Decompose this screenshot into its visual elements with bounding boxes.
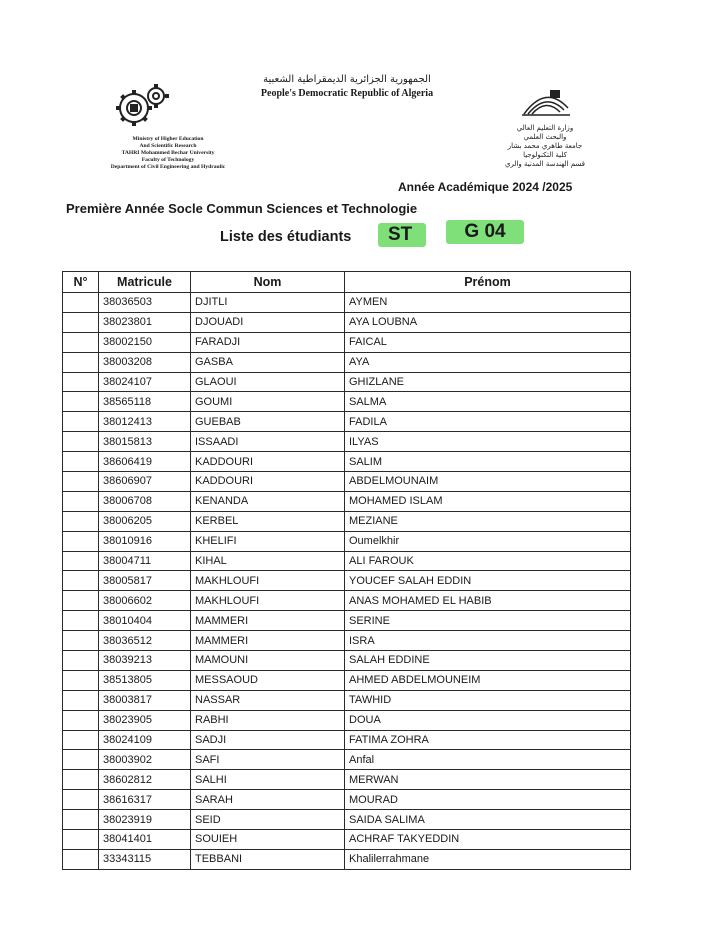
table-row <box>63 432 631 452</box>
cell-nom: MAKHLOUFI <box>191 571 345 591</box>
cell-nom: SEID <box>191 810 345 830</box>
ministry-line: Ministry of Higher Education <box>132 136 204 142</box>
cell-number <box>63 472 99 492</box>
cell-number <box>63 849 99 869</box>
cell-number <box>63 750 99 770</box>
cell-nom: KENANDA <box>191 491 345 511</box>
cell-number <box>63 651 99 671</box>
cell-nom: GASBA <box>191 352 345 372</box>
cell-matricule: 38041401 <box>99 830 191 850</box>
cell-matricule: 38012413 <box>99 412 191 432</box>
cell-nom: FARADJI <box>191 332 345 352</box>
cell-matricule: 38039213 <box>99 651 191 671</box>
cell-prenom: ANAS MOHAMED EL HABIB <box>345 591 631 611</box>
cell-number <box>63 670 99 690</box>
cell-matricule: 38015813 <box>99 432 191 452</box>
cell-matricule: 38036503 <box>99 293 191 313</box>
table-row <box>63 810 631 830</box>
cell-matricule: 38606419 <box>99 452 191 472</box>
arabic-ministry-block <box>480 124 610 169</box>
cell-matricule: 38002150 <box>99 332 191 352</box>
arabic-line: كلية التكنولوجيا <box>523 151 567 159</box>
table-row <box>63 651 631 671</box>
cell-nom: SAFI <box>191 750 345 770</box>
cell-matricule: 38003208 <box>99 352 191 372</box>
table-row <box>63 551 631 571</box>
english-republic-title: People's Democratic Republic of Algeria <box>260 88 434 99</box>
cell-matricule: 38005817 <box>99 571 191 591</box>
cell-prenom: SALIM <box>345 452 631 472</box>
cell-number <box>63 571 99 591</box>
cell-matricule: 38036512 <box>99 631 191 651</box>
table-row <box>63 332 631 352</box>
cell-prenom: AYMEN <box>345 293 631 313</box>
cell-prenom: GHIZLANE <box>345 372 631 392</box>
cell-number <box>63 730 99 750</box>
cell-prenom: ABDELMOUNAIM <box>345 472 631 492</box>
cell-matricule: 38006205 <box>99 511 191 531</box>
cell-number <box>63 591 99 611</box>
university-gear-logo <box>110 78 172 140</box>
academic-year: Année Académique 2024 /2025 <box>398 180 573 194</box>
cell-number <box>63 372 99 392</box>
cell-nom: SARAH <box>191 790 345 810</box>
cell-prenom: MOHAMED ISLAM <box>345 491 631 511</box>
table-row <box>63 790 631 810</box>
table-row <box>63 392 631 412</box>
table-header-row <box>63 272 631 293</box>
ministry-line: Department of Civil Engineering and Hydraulic <box>110 164 226 170</box>
group-badge: G 04 <box>446 220 524 244</box>
faculty-logo <box>520 84 572 120</box>
header-prenom: Prénom <box>345 272 631 293</box>
cell-matricule: 38023905 <box>99 710 191 730</box>
cell-number <box>63 332 99 352</box>
cell-number <box>63 432 99 452</box>
cell-prenom: ISRA <box>345 631 631 651</box>
table-row <box>63 312 631 332</box>
cell-number <box>63 491 99 511</box>
cell-number <box>63 293 99 313</box>
arabic-line: جامعة طاهري محمد بشار <box>507 142 583 150</box>
cell-nom: SALHI <box>191 770 345 790</box>
cell-prenom: Khalilerrahmane <box>345 849 631 869</box>
cell-matricule: 38010404 <box>99 611 191 631</box>
cell-prenom: MEZIANE <box>345 511 631 531</box>
table-row <box>63 770 631 790</box>
cell-nom: KIHAL <box>191 551 345 571</box>
table-row <box>63 849 631 869</box>
cell-prenom: SALAH EDDINE <box>345 651 631 671</box>
cell-prenom: MOURAD <box>345 790 631 810</box>
cell-nom: KADDOURI <box>191 472 345 492</box>
cell-nom: MESSAOUD <box>191 670 345 690</box>
arabic-line: والبحث العلمي <box>523 133 567 141</box>
cell-prenom: AYA <box>345 352 631 372</box>
table-row <box>63 511 631 531</box>
table-row <box>63 670 631 690</box>
table-row <box>63 830 631 850</box>
cell-nom: MAMMERI <box>191 631 345 651</box>
cell-number <box>63 790 99 810</box>
cell-prenom: FAICAL <box>345 332 631 352</box>
cell-matricule: 38565118 <box>99 392 191 412</box>
cell-nom: SOUIEH <box>191 830 345 850</box>
cell-number <box>63 710 99 730</box>
cell-matricule: 38023801 <box>99 312 191 332</box>
cell-nom: DJOUADI <box>191 312 345 332</box>
cell-matricule: 38606907 <box>99 472 191 492</box>
table-row <box>63 690 631 710</box>
table-row <box>63 750 631 770</box>
cell-matricule: 38010916 <box>99 531 191 551</box>
cell-matricule: 38024109 <box>99 730 191 750</box>
cell-number <box>63 511 99 531</box>
cell-prenom: TAWHID <box>345 690 631 710</box>
cell-prenom: ACHRAF TAKYEDDIN <box>345 830 631 850</box>
cell-nom: GLAOUI <box>191 372 345 392</box>
table-row <box>63 352 631 372</box>
header-number: N° <box>63 272 99 293</box>
section-badge: ST <box>378 223 426 247</box>
cell-prenom: Anfal <box>345 750 631 770</box>
cell-number <box>63 412 99 432</box>
arabic-line: وزارة التعليم العالي <box>516 124 574 132</box>
cell-nom: DJITLI <box>191 293 345 313</box>
cell-nom: NASSAR <box>191 690 345 710</box>
cell-prenom: ALI FAROUK <box>345 551 631 571</box>
cell-nom: TEBBANI <box>191 849 345 869</box>
cell-nom: GOUMI <box>191 392 345 412</box>
cell-prenom: Oumelkhir <box>345 531 631 551</box>
cell-number <box>63 830 99 850</box>
cell-matricule: 38004711 <box>99 551 191 571</box>
header-nom: Nom <box>191 272 345 293</box>
cell-number <box>63 312 99 332</box>
arabic-line: قسم الهندسة المدنية والري <box>504 160 586 168</box>
cell-matricule: 38006602 <box>99 591 191 611</box>
table-row <box>63 730 631 750</box>
cell-number <box>63 810 99 830</box>
cell-prenom: AYA LOUBNA <box>345 312 631 332</box>
cell-number <box>63 770 99 790</box>
cell-nom: SADJI <box>191 730 345 750</box>
cell-number <box>63 631 99 651</box>
cell-nom: KADDOURI <box>191 452 345 472</box>
list-title: Liste des étudiants <box>220 229 352 245</box>
cell-matricule: 38513805 <box>99 670 191 690</box>
cell-number <box>63 531 99 551</box>
table-row <box>63 412 631 432</box>
cell-prenom: SERINE <box>345 611 631 631</box>
cell-nom: RABHI <box>191 710 345 730</box>
header-matricule: Matricule <box>99 272 191 293</box>
cell-nom: GUEBAB <box>191 412 345 432</box>
cell-number <box>63 611 99 631</box>
cell-prenom: SAIDA SALIMA <box>345 810 631 830</box>
table-row <box>63 591 631 611</box>
students-table <box>62 271 631 870</box>
cell-matricule: 38003902 <box>99 750 191 770</box>
cell-matricule: 38003817 <box>99 690 191 710</box>
ministry-line: Faculty of Technology <box>141 157 195 163</box>
cell-nom: KHELIFI <box>191 531 345 551</box>
table-row <box>63 631 631 651</box>
ministry-line: TAHRI Mohammed Bechar University <box>121 150 215 156</box>
cell-prenom: YOUCEF SALAH EDDIN <box>345 571 631 591</box>
ministry-info-block <box>78 136 258 171</box>
cell-number <box>63 551 99 571</box>
cell-number <box>63 452 99 472</box>
cell-matricule: 38023919 <box>99 810 191 830</box>
cell-number <box>63 690 99 710</box>
students-table-body <box>63 293 631 870</box>
cell-prenom: ILYAS <box>345 432 631 452</box>
cell-number <box>63 392 99 412</box>
arabic-republic-title: الجمهورية الجزائرية الديمقراطية الشعبية <box>263 74 431 85</box>
cell-prenom: MERWAN <box>345 770 631 790</box>
cell-matricule: 38006708 <box>99 491 191 511</box>
cell-prenom: FADILA <box>345 412 631 432</box>
program-title: Première Année Socle Commun Sciences et Technologie <box>66 201 418 216</box>
table-row <box>63 452 631 472</box>
cell-matricule: 38024107 <box>99 372 191 392</box>
cell-prenom: AHMED ABDELMOUNEIM <box>345 670 631 690</box>
table-row <box>63 531 631 551</box>
cell-nom: ISSAADI <box>191 432 345 452</box>
table-row <box>63 472 631 492</box>
table-row <box>63 491 631 511</box>
ministry-line: And Scientific Research <box>139 143 197 149</box>
table-row <box>63 611 631 631</box>
table-row <box>63 710 631 730</box>
cell-prenom: SALMA <box>345 392 631 412</box>
cell-prenom: FATIMA ZOHRA <box>345 730 631 750</box>
cell-nom: MAMMERI <box>191 611 345 631</box>
table-row <box>63 293 631 313</box>
cell-number <box>63 352 99 372</box>
cell-prenom: DOUA <box>345 710 631 730</box>
cell-nom: KERBEL <box>191 511 345 531</box>
cell-matricule: 33343115 <box>99 849 191 869</box>
table-row <box>63 571 631 591</box>
cell-nom: MAKHLOUFI <box>191 591 345 611</box>
table-row <box>63 372 631 392</box>
cell-nom: MAMOUNI <box>191 651 345 671</box>
cell-matricule: 38616317 <box>99 790 191 810</box>
cell-matricule: 38602812 <box>99 770 191 790</box>
